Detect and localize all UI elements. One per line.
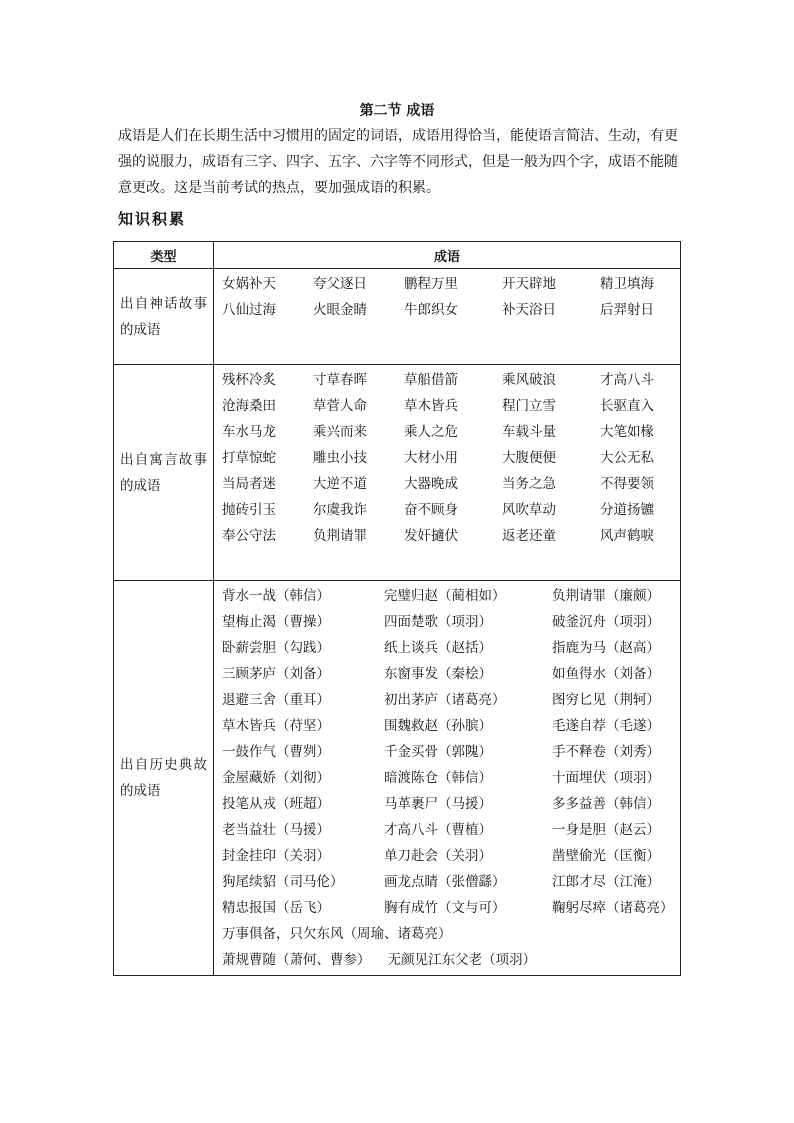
idiom-item: 后羿射日 bbox=[600, 302, 654, 318]
idiom-item: 返老还童 bbox=[502, 528, 556, 544]
idiom-item: 狗尾续貂（司马伦） bbox=[222, 874, 344, 890]
idiom-item: 火眼金睛 bbox=[313, 302, 367, 318]
idiom-item: 负荆请罪（廉颇） bbox=[552, 588, 660, 604]
idiom-grid-history bbox=[222, 583, 680, 973]
idiom-item: 程门立雪 bbox=[502, 398, 556, 414]
idiom-item: 破釜沉舟（项羽） bbox=[552, 614, 660, 630]
idiom-item: 大公无私 bbox=[600, 450, 654, 466]
idiom-item: 女娲补天 bbox=[222, 276, 276, 292]
intro-paragraph: 成语是人们在长期生活中习惯用的固定的词语，成语用得恰当，能使语言简洁、生动，有更强的说服力，成语有三字、四字、五字、六字等不同形式，但是一般为四个字，成语不能随意更改。这是当前考试的热点，要加强成语的积累。 bbox=[118, 128, 678, 196]
idiom-item: 鹏程万里 bbox=[404, 276, 458, 292]
row-items-myth bbox=[214, 269, 681, 365]
idiom-item: 草菅人命 bbox=[313, 398, 367, 414]
idiom-item: 打草惊蛇 bbox=[222, 450, 276, 466]
idiom-item: 当务之急 bbox=[502, 476, 556, 492]
idiom-item: 负荆请罪 bbox=[313, 528, 367, 544]
idiom-item: 一鼓作气（曹刿） bbox=[222, 744, 330, 760]
idiom-item: 草木皆兵 bbox=[404, 398, 458, 414]
idiom-item: 指鹿为马（赵高） bbox=[552, 640, 660, 656]
idiom-item: 车载斗量 bbox=[502, 424, 556, 440]
idiom-item: 金屋藏娇（刘彻） bbox=[222, 770, 330, 786]
row-type-history: 出自历史典故的成语 bbox=[114, 581, 214, 976]
idiom-item: 鞠躬尽瘁（诸葛亮） bbox=[552, 900, 674, 916]
idiom-item: 乘风破浪 bbox=[502, 372, 556, 388]
idiom-item: 完璧归赵（蔺相如） bbox=[384, 588, 506, 604]
idiom-item: 寸草春晖 bbox=[313, 372, 367, 388]
idiom-item: 东窗事发（秦桧） bbox=[384, 666, 492, 682]
idiom-item: 才高八斗 bbox=[600, 372, 654, 388]
idiom-item: 纸上谈兵（赵括） bbox=[384, 640, 492, 656]
idiom-item: 长驱直入 bbox=[600, 398, 654, 414]
idiom-item: 草木皆兵（苻坚） bbox=[222, 718, 330, 734]
idiom-item: 不得要领 bbox=[600, 476, 654, 492]
table-header-row bbox=[114, 242, 681, 269]
idiom-item: 退避三舍（重耳） bbox=[222, 692, 330, 708]
table-row bbox=[114, 581, 681, 976]
idiom-item: 风吹草动 bbox=[502, 502, 556, 518]
idiom-item: 多多益善（韩信） bbox=[552, 796, 660, 812]
idiom-item: 凿壁偷光（匡衡） bbox=[552, 848, 660, 864]
idiom-item: 初出茅庐（诸葛亮） bbox=[384, 692, 506, 708]
idiom-item: 老当益壮（马援） bbox=[222, 822, 330, 838]
idiom-item: 投笔从戎（班超） bbox=[222, 796, 330, 812]
idiom-item: 背水一战（韩信） bbox=[222, 588, 330, 604]
idiom-item: 夸父逐日 bbox=[313, 276, 367, 292]
idiom-item: 四面楚歌（项羽） bbox=[384, 614, 492, 630]
idiom-item: 奋不顾身 bbox=[404, 502, 458, 518]
idiom-item: 大材小用 bbox=[404, 450, 458, 466]
idiom-item: 当局者迷 bbox=[222, 476, 276, 492]
idiom-item: 大腹便便 bbox=[502, 450, 556, 466]
idiom-grid-fable bbox=[222, 367, 680, 549]
table-row bbox=[114, 365, 681, 581]
idiom-item: 单刀赴会（关羽） bbox=[384, 848, 492, 864]
idiom-item: 精忠报国（岳飞） bbox=[222, 900, 330, 916]
idiom-item: 残杯冷炙 bbox=[222, 372, 276, 388]
idiom-item: 封金挂印（关羽） bbox=[222, 848, 330, 864]
idiom-item: 大逆不道 bbox=[313, 476, 367, 492]
idiom-item: 精卫填海 bbox=[600, 276, 654, 292]
idiom-table bbox=[113, 241, 681, 976]
idiom-item: 大器晚成 bbox=[404, 476, 458, 492]
idiom-item: 胸有成竹（文与可） bbox=[384, 900, 506, 916]
table-row bbox=[114, 269, 681, 365]
section-heading: 知识积累 bbox=[118, 210, 187, 228]
idiom-item: 乘人之危 bbox=[404, 424, 458, 440]
idiom-item: 一身是胆（赵云） bbox=[552, 822, 660, 838]
idiom-item: 画龙点睛（张僧繇） bbox=[384, 874, 506, 890]
idiom-item: 尔虞我诈 bbox=[313, 502, 367, 518]
idiom-item: 图穷匕见（荆轲） bbox=[552, 692, 660, 708]
idiom-item: 马革裹尸（马援） bbox=[384, 796, 492, 812]
idiom-item: 沧海桑田 bbox=[222, 398, 276, 414]
idiom-line: 万事俱备，只欠东风（周瑜、诸葛亮） bbox=[222, 926, 452, 942]
idiom-grid-myth bbox=[222, 271, 680, 323]
idiom-item: 草船借箭 bbox=[404, 372, 458, 388]
idiom-item: 江郎才尽（江淹） bbox=[552, 874, 660, 890]
idiom-item: 补天浴日 bbox=[502, 302, 556, 318]
idiom-item: 十面埋伏（项羽） bbox=[552, 770, 660, 786]
row-items-history bbox=[214, 581, 681, 976]
idiom-item: 牛郎织女 bbox=[404, 302, 458, 318]
idiom-item: 雕虫小技 bbox=[313, 450, 367, 466]
row-type-myth: 出自神话故事的成语 bbox=[114, 269, 214, 365]
idiom-item: 车水马龙 bbox=[222, 424, 276, 440]
idiom-item: 风声鹤唳 bbox=[600, 528, 654, 544]
idiom-item: 抛砖引玉 bbox=[222, 502, 276, 518]
idiom-item: 八仙过海 bbox=[222, 302, 276, 318]
idiom-item: 开天辟地 bbox=[502, 276, 556, 292]
idiom-item: 如鱼得水（刘备） bbox=[552, 666, 660, 682]
idiom-line: 萧规曹随（萧何、曹参） 无颜见江东父老（项羽） bbox=[222, 952, 537, 968]
header-type: 类型 bbox=[114, 242, 214, 269]
idiom-item: 三顾茅庐（刘备） bbox=[222, 666, 330, 682]
header-idioms: 成语 bbox=[214, 242, 681, 269]
idiom-item: 奉公守法 bbox=[222, 528, 276, 544]
idiom-item: 暗渡陈仓（韩信） bbox=[384, 770, 492, 786]
idiom-item: 围魏救赵（孙膑） bbox=[384, 718, 492, 734]
row-items-fable bbox=[214, 365, 681, 581]
idiom-item: 发奸擿伏 bbox=[404, 528, 458, 544]
idiom-item: 千金买骨（郭隗） bbox=[384, 744, 492, 760]
idiom-item: 手不释卷（刘秀） bbox=[552, 744, 660, 760]
idiom-item: 卧薪尝胆（勾践） bbox=[222, 640, 330, 656]
idiom-item: 大笔如椽 bbox=[600, 424, 654, 440]
idiom-item: 才高八斗（曹植） bbox=[384, 822, 492, 838]
idiom-item: 乘兴而来 bbox=[313, 424, 367, 440]
idiom-item: 毛遂自荐（毛遂） bbox=[552, 718, 660, 734]
idiom-item: 望梅止渴（曹操） bbox=[222, 614, 330, 630]
page-title: 第二节 成语 bbox=[359, 103, 435, 119]
row-type-fable: 出自寓言故事的成语 bbox=[114, 365, 214, 581]
idiom-item: 分道扬镳 bbox=[600, 502, 654, 518]
